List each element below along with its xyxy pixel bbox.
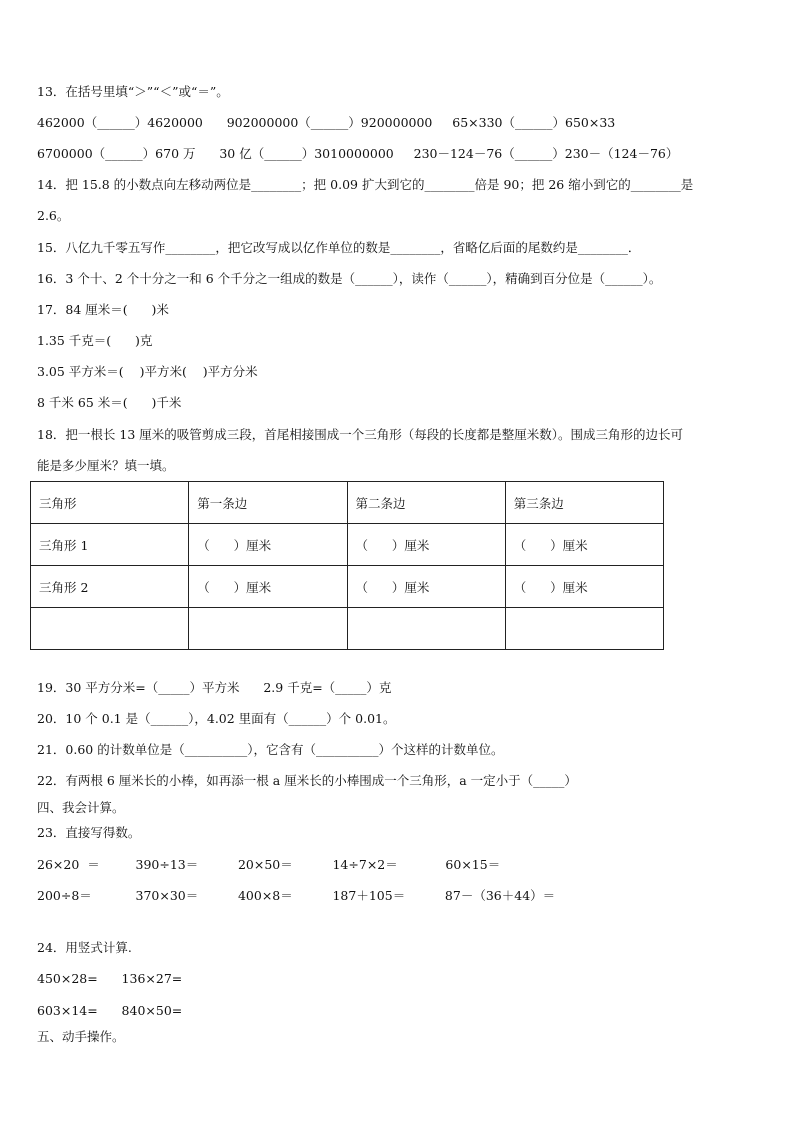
table-header-row xyxy=(31,482,664,524)
table-cell xyxy=(31,608,189,650)
q24-title: 24．用竖式计算. xyxy=(37,940,132,955)
table-cell: 三角形 1 xyxy=(31,524,189,566)
q21: 21．0.60 的计数单位是（__________），它含有（__________）个这样的计数单位。 xyxy=(37,742,504,757)
table-header-cell: 第三条边 xyxy=(505,482,663,524)
q14-line2: 2.6。 xyxy=(37,208,70,223)
q14-line1: 14．把 15.8 的小数点向左移动两位是________；把 0.09 扩大到它的________倍是 90；把 26 缩小到它的________是 xyxy=(37,177,694,192)
table-header-cell: 第二条边 xyxy=(347,482,505,524)
q13-title: 13．在括号里填“＞”“＜”或“＝”。 xyxy=(37,84,229,99)
table-cell: （ ）厘米 xyxy=(189,566,347,608)
triangle-side-table xyxy=(30,481,664,650)
q24-row1: 450×28= 136×27= xyxy=(37,971,183,986)
table-cell xyxy=(347,608,505,650)
q23-row2: 200÷8＝ 370×30＝ 400×8＝ 187＋105＝ 87－（36＋44）＝ xyxy=(37,888,556,903)
table-header-cell: 三角形 xyxy=(31,482,189,524)
q23-row1: 26×20 ＝ 390÷13＝ 20×50＝ 14÷7×2＝ 60×15＝ xyxy=(37,857,501,872)
table-cell: （ ）厘米 xyxy=(347,524,505,566)
q23-title: 23．直接写得数。 xyxy=(37,825,141,840)
q15: 15．八亿九千零五写作________，把它改写成以亿作单位的数是________，省略亿后面的尾数约是________． xyxy=(37,240,641,255)
q13-row1: 462000（______）4620000 902000000（______）920000000 65×330（______）650×33 xyxy=(37,115,616,130)
q16: 16．3 个十、2 个十分之一和 6 个千分之一组成的数是（______），读作（______），精确到百分位是（______）。 xyxy=(37,271,662,286)
q13-row2: 6700000（______）670 万 30 亿（______）3010000000 230－124－76（______）230－（124－76） xyxy=(37,146,679,161)
q24-row2: 603×14= 840×50= xyxy=(37,1003,183,1018)
section-4-heading: 四、我会计算。 xyxy=(37,800,125,815)
table-header-cell: 第一条边 xyxy=(189,482,347,524)
q17-line4: 8 千米 65 米＝( )千米 xyxy=(37,395,182,410)
q22: 22．有两根 6 厘米长的小棒，如再添一根 a 厘米长的小棒围成一个三角形，a 一定小于（_____） xyxy=(37,773,577,788)
table-cell: 三角形 2 xyxy=(31,566,189,608)
q17-line2: 1.35 千克＝( )克 xyxy=(37,333,153,348)
q17-line3: 3.05 平方米＝( )平方米( )平方分米 xyxy=(37,364,258,379)
section-5-heading: 五、动手操作。 xyxy=(37,1029,125,1044)
table-row xyxy=(31,524,664,566)
q20: 20．10 个 0.1 是（______），4.02 里面有（______）个 0.01。 xyxy=(37,711,396,726)
table-cell xyxy=(189,608,347,650)
q18-line1: 18．把一根长 13 厘米的吸管剪成三段，首尾相接围成一个三角形（每段的长度都是整厘米数）。围成三角形的边长可 xyxy=(37,427,684,442)
table-cell: （ ）厘米 xyxy=(505,524,663,566)
q17-line1: 17．84 厘米＝( )米 xyxy=(37,302,169,317)
table-cell xyxy=(505,608,663,650)
table-row xyxy=(31,608,664,650)
table-row xyxy=(31,566,664,608)
q19: 19．30 平方分米=（_____）平方米 2.9 千克=（_____）克 xyxy=(37,680,392,695)
table-cell: （ ）厘米 xyxy=(505,566,663,608)
q18-line2: 能是多少厘米？填一填。 xyxy=(37,458,175,473)
table-cell: （ ）厘米 xyxy=(347,566,505,608)
table-cell: （ ）厘米 xyxy=(189,524,347,566)
